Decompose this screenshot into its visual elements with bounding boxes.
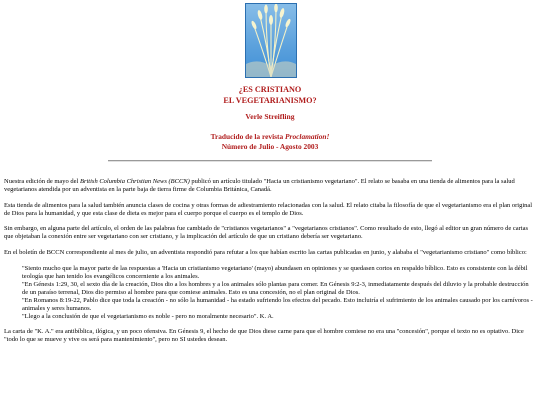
paragraph-1: Nuestra edición de mayo del British Columbia Christian News (BCCN) publicó un artículo titulado "Hacia un cristianismo vegetariano". El relato se basaba en una tienda de alimentos para la salud vegetarianos atendida por un adventista en la parte baja de tierra firme de Columbia Británica, Canadá. (4, 178, 515, 194)
quote-line: "Llego a la conclusión de que el vegetarianismo es noble - pero no moralmente necesario". K. A. (22, 313, 274, 321)
paragraph-3: Sin embargo, en alguna parte del artículo, el orden de las palabras fue cambiado de "cristianos vegetarianos" a "vegetarianos cristianos". Como resultado de esto, llegó al editor un gran número de cartas que objetaban la conexión entre ser vegetariano con ser cristiano, y la implicación del artículo de que un cristiano debería ser vegetariano. (4, 225, 528, 241)
quote-line: "En Génesis 1:29, 30, el sexto día de la creación, Dios dio a los hombres y a los animales sólo plantas para comer. En Génesis 9:2-3, inmediatamente después del diluvio y la probable destrucción de un paraíso terrenal, Dios dio permiso al hombre para que comiese animales. Esto es una concesión, no el plan original de Dios. (22, 280, 529, 296)
paragraph-4: En el boletín de BCCN correspondiente al mes de julio, un adventista respondió para refutar a los que habían escrito las cartas publicadas en junio, y alababa el "vegetarianismo cristiano" como bíblico: (4, 249, 527, 257)
translated-prefix: Traducido de la revista (210, 132, 286, 141)
magazine-name: Proclamation! (285, 132, 330, 141)
quote-line: "Siento mucho que la mayor parte de las respuestas a 'Hacia un cristianismo vegetariano' (mayo) abundasen en opiniones y se quedasen cortos en respaldo bíblico. Esto es consistente con la débil teología que han tenido los evangélicos concerniente a los animales. (22, 264, 528, 280)
article-title (0, 85, 540, 106)
paragraph-5: La carta de "K. A." era antibíblica, ilógica, y un poco ofensiva. En Génesis 9, el hecho de que Dios diese carne para que el hombre comiese no era una "concesión", porque el texto no es optativo. Dice "todo lo que se mueve y vive os será para mantenimiento", pero no SI ustedes desean. (4, 328, 524, 344)
publication-name: British Columbia Christian News (BCCN) (80, 178, 190, 185)
translation-note (0, 132, 540, 151)
paragraph-2: Esta tienda de alimentos para la salud también anuncia clases de cocina y otras formas de adiestramiento relacionadas con la salud. El relato citaba la filosofía de que el vegetarianismo era el plan original de Dios para la humanidad, y que esta clase de dieta es mejor para el cuerpo porque el cuerpo es el templo de Dios. (4, 201, 533, 217)
title-line-2: EL VEGETARIANISMO? (223, 95, 317, 105)
quote-line: "En Romanos 8:19-22, Pablo dice que toda la creación - no sólo la humanidad - ha estado sufriendo los efectos del pecado. Esto incluiría el sufrimiento de los animales causado por los carnívoros - animales y seres humanos. (22, 297, 533, 313)
title-line-1: ¿ES CRISTIANO (238, 85, 302, 94)
block-quote (22, 265, 536, 322)
wheat-stalks-icon (245, 3, 297, 78)
divider (108, 160, 432, 162)
issue-date: Número de Julio - Agosto 2003 (221, 141, 319, 151)
article-body (4, 178, 536, 352)
author-name: Verle Streifling (245, 112, 295, 121)
